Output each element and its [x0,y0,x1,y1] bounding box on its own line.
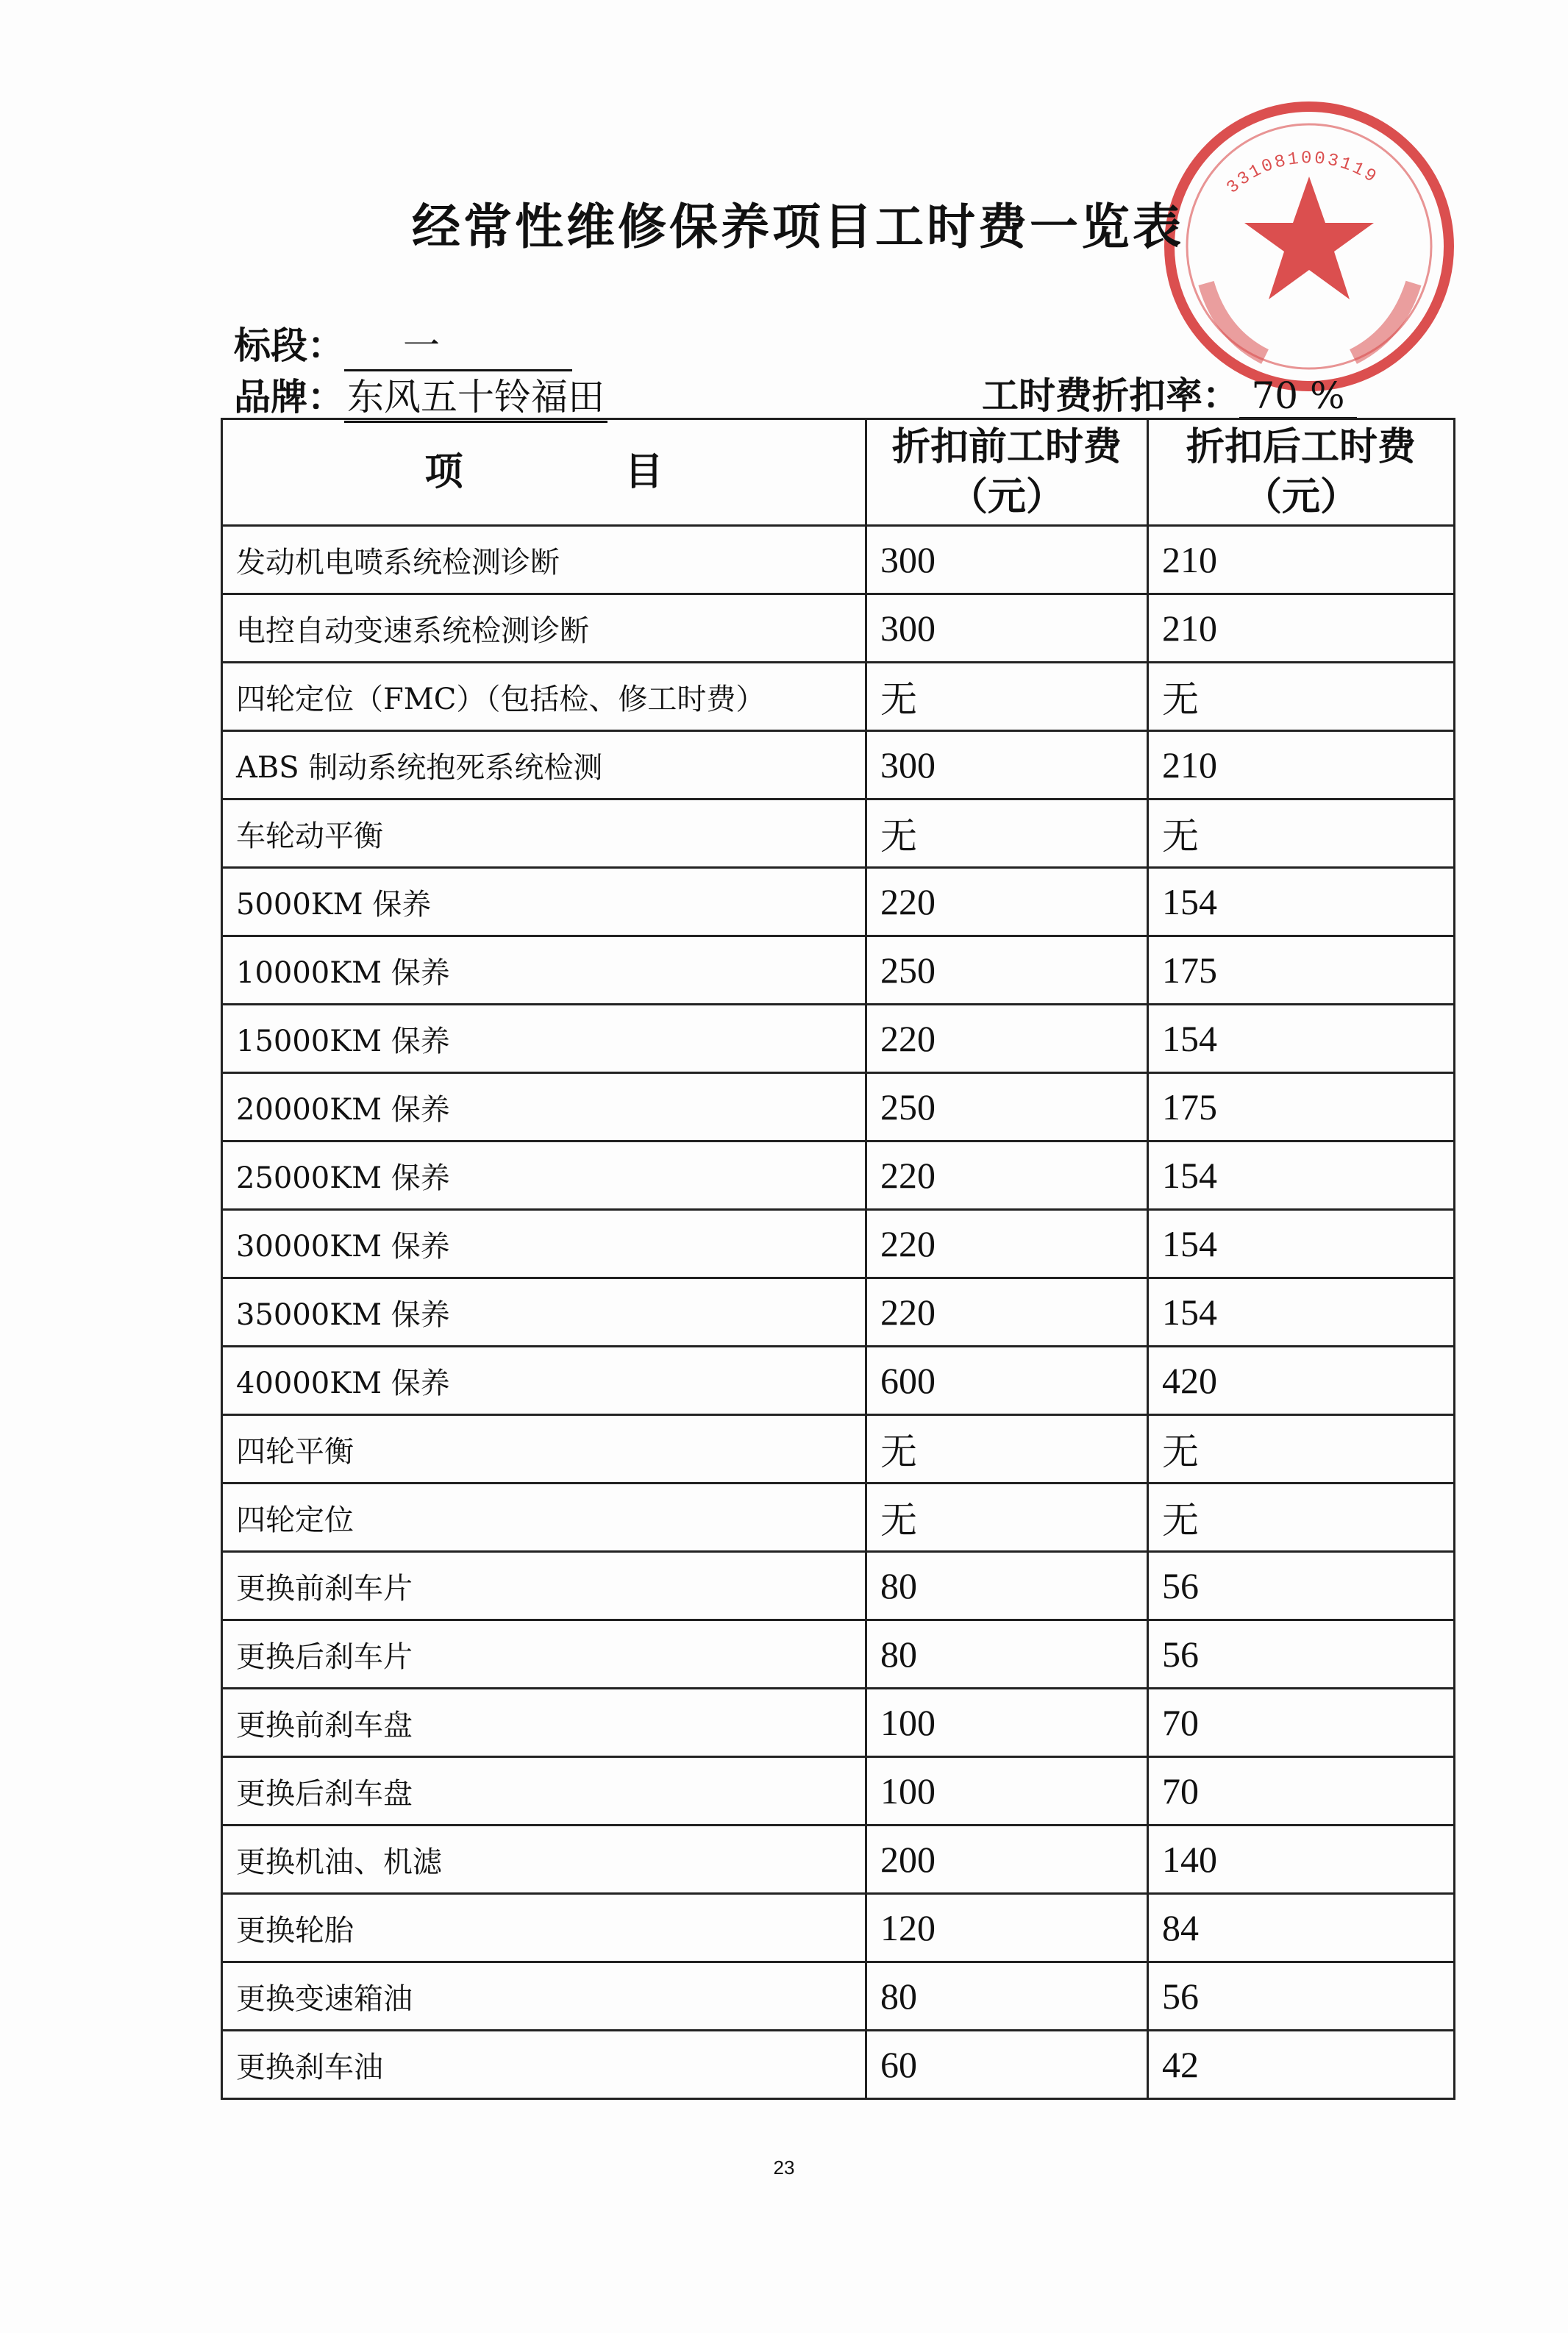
row-fee-before-discount: 200 [866,1826,1148,1894]
table-row [222,731,1455,799]
row-item-name: 发动机电喷系统检测诊断 [222,526,866,594]
row-fee-before-discount: 100 [866,1757,1148,1826]
row-fee-before-discount: 80 [866,1962,1148,2031]
row-fee-after-discount: 70 [1148,1689,1455,1757]
row-fee-after-discount: 无 [1148,663,1455,731]
header-after-line2: （元） [1243,474,1358,519]
header-before-line1: 折扣前工时费 [891,424,1122,470]
header-before-line2: （元） [949,474,1064,519]
header-item: 项目 [222,419,866,526]
table-row [222,1347,1455,1415]
table-row [222,1073,1455,1141]
row-fee-after-discount: 210 [1148,731,1455,799]
row-fee-before-discount: 80 [866,1620,1148,1689]
labor-fee-table [221,418,1455,2100]
table-row [222,1141,1455,1210]
row-fee-after-discount: 56 [1148,1552,1455,1620]
row-fee-after-discount: 210 [1148,526,1455,594]
table-row [222,1757,1455,1826]
row-fee-before-discount: 220 [866,1005,1148,1073]
table-row [222,526,1455,594]
row-fee-after-discount: 无 [1148,1483,1455,1552]
brand-label: 品牌： [234,375,344,418]
row-fee-after-discount: 154 [1148,1141,1455,1210]
page-title: 经常性维修保养项目工时费一览表 [412,198,1184,255]
table-row [222,799,1455,868]
seal-serial: 331081003119 [1223,149,1382,199]
table-row [222,594,1455,663]
table-row [222,663,1455,731]
row-fee-before-discount: 无 [866,799,1148,868]
row-item-name: 四轮平衡 [222,1415,866,1483]
row-fee-after-discount: 84 [1148,1894,1455,1962]
row-fee-after-discount: 175 [1148,936,1455,1005]
table-row [222,1552,1455,1620]
seal-star-icon [1244,177,1374,299]
row-fee-before-discount: 600 [866,1347,1148,1415]
row-fee-before-discount: 220 [866,1210,1148,1278]
row-fee-before-discount: 无 [866,1415,1148,1483]
table-row [222,936,1455,1005]
row-fee-after-discount: 175 [1148,1073,1455,1141]
row-item-name: 更换前刹车片 [222,1552,866,1620]
row-item-name: 20000KM 保养 [222,1073,866,1141]
row-fee-before-discount: 无 [866,1483,1148,1552]
row-fee-after-discount: 154 [1148,1278,1455,1347]
row-item-name: 更换轮胎 [222,1894,866,1962]
row-item-name: 电控自动变速系统检测诊断 [222,594,866,663]
row-item-name: 10000KM 保养 [222,936,866,1005]
row-item-name: 30000KM 保养 [222,1210,866,1278]
table-row [222,1962,1455,2031]
page-number: 23 [773,2156,795,2179]
discount-label: 工时费折扣率： [982,374,1239,417]
row-item-name: 更换后刹车片 [222,1620,866,1689]
row-fee-after-discount: 154 [1148,1210,1455,1278]
row-fee-before-discount: 220 [866,868,1148,936]
table-row [222,1415,1455,1483]
header-before-discount [866,419,1148,526]
row-fee-after-discount: 420 [1148,1347,1455,1415]
row-fee-after-discount: 154 [1148,868,1455,936]
table-row [222,1689,1455,1757]
row-fee-before-discount: 60 [866,2031,1148,2099]
row-fee-before-discount: 300 [866,731,1148,799]
section-line [234,316,572,371]
row-fee-after-discount: 210 [1148,594,1455,663]
table-row [222,1894,1455,1962]
table-row [222,868,1455,936]
row-item-name: 四轮定位 [222,1483,866,1552]
table-row [222,1210,1455,1278]
row-fee-after-discount: 56 [1148,1962,1455,2031]
row-fee-after-discount: 154 [1148,1005,1455,1073]
row-fee-before-discount: 100 [866,1689,1148,1757]
row-fee-before-discount: 250 [866,1073,1148,1141]
discount-value: 70 % [1239,374,1357,419]
row-item-name: 更换后刹车盘 [222,1757,866,1826]
row-fee-before-discount: 80 [866,1552,1148,1620]
row-fee-before-discount: 220 [866,1141,1148,1210]
row-fee-after-discount: 无 [1148,799,1455,868]
discount-line [982,366,1357,419]
table-row [222,1826,1455,1894]
table-row [222,2031,1455,2099]
row-fee-after-discount: 无 [1148,1415,1455,1483]
table-body [222,526,1455,2099]
row-item-name: 更换刹车油 [222,2031,866,2099]
row-item-name: 40000KM 保养 [222,1347,866,1415]
row-fee-before-discount: 300 [866,526,1148,594]
row-fee-before-discount: 120 [866,1894,1148,1962]
row-fee-before-discount: 无 [866,663,1148,731]
row-fee-after-discount: 42 [1148,2031,1455,2099]
row-item-name: 车轮动平衡 [222,799,866,868]
svg-text:331081003119 [1223,149,1381,198]
table-header-row [222,419,1455,526]
row-fee-after-discount: 140 [1148,1826,1455,1894]
row-item-name: 25000KM 保养 [222,1141,866,1210]
row-item-name: 四轮定位（FMC）（包括检、修工时费） [222,663,866,731]
row-item-name: 35000KM 保养 [222,1278,866,1347]
row-item-name: 15000KM 保养 [222,1005,866,1073]
table-row [222,1278,1455,1347]
section-value: 一 [344,316,572,371]
row-fee-before-discount: 220 [866,1278,1148,1347]
brand-line [234,368,607,423]
header-after-discount [1148,419,1455,526]
row-item-name: 更换前刹车盘 [222,1689,866,1757]
table-row [222,1620,1455,1689]
table-row [222,1005,1455,1073]
row-fee-after-discount: 56 [1148,1620,1455,1689]
row-item-name: 5000KM 保养 [222,868,866,936]
table-row [222,1483,1455,1552]
section-label: 标段： [234,324,344,367]
company-seal [1155,92,1464,401]
row-fee-before-discount: 300 [866,594,1148,663]
row-item-name: 更换机油、机滤 [222,1826,866,1894]
row-fee-after-discount: 70 [1148,1757,1455,1826]
header-after-line1: 折扣后工时费 [1186,424,1416,470]
brand-value: 东风五十铃福田 [344,368,607,423]
row-item-name: 更换变速箱油 [222,1962,866,2031]
row-fee-before-discount: 250 [866,936,1148,1005]
row-item-name: ABS 制动系统抱死系统检测 [222,731,866,799]
